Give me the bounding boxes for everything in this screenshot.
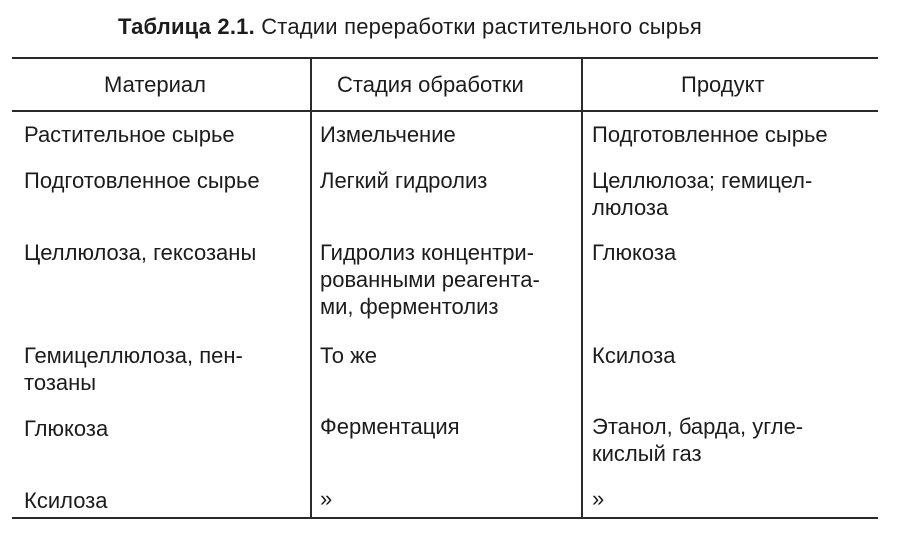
table-cell: Легкий гидролиз bbox=[320, 168, 488, 193]
table-cell: Глюкоза bbox=[24, 416, 109, 441]
column-divider-2 bbox=[581, 58, 583, 518]
table-cell: Гидролиз концентри- рованными реагента- ми, ферментолиз bbox=[320, 240, 540, 319]
column-divider-1 bbox=[310, 58, 312, 518]
table-cell: Подготовленное сырье bbox=[24, 168, 260, 193]
table-number: Таблица 2.1. bbox=[118, 14, 255, 39]
column-header-stage: Стадия обработки bbox=[337, 72, 524, 97]
table-cell: То же bbox=[320, 343, 378, 368]
table-cell: Этанол, барда, угле- кислый газ bbox=[592, 414, 804, 466]
column-header-material: Материал bbox=[104, 72, 206, 97]
table-cell: Ферментация bbox=[320, 414, 460, 439]
table-bottom-rule bbox=[12, 517, 878, 519]
table-cell: Ксилоза bbox=[24, 488, 108, 513]
table-cell: Целлюлоза; гемицел- люлоза bbox=[592, 168, 813, 220]
table-cell: Целлюлоза, гексозаны bbox=[24, 240, 257, 265]
table-caption bbox=[118, 14, 702, 40]
table-cell: Измельчение bbox=[320, 122, 456, 147]
table-cell: » bbox=[320, 486, 333, 511]
column-header-product: Продукт bbox=[681, 72, 765, 97]
table-cell: Ксилоза bbox=[592, 343, 676, 368]
table-title: Стадии переработки растительного сырья bbox=[261, 14, 703, 39]
table-cell: Гемицеллюлоза, пен- тозаны bbox=[24, 343, 243, 395]
table-cell: Глюкоза bbox=[592, 240, 677, 265]
table-top-rule bbox=[12, 57, 878, 59]
table-cell: Подготовленное сырье bbox=[592, 122, 828, 147]
table-cell: Растительное сырье bbox=[24, 122, 235, 147]
table-cell: » bbox=[592, 486, 605, 511]
table-header-rule bbox=[12, 110, 878, 112]
